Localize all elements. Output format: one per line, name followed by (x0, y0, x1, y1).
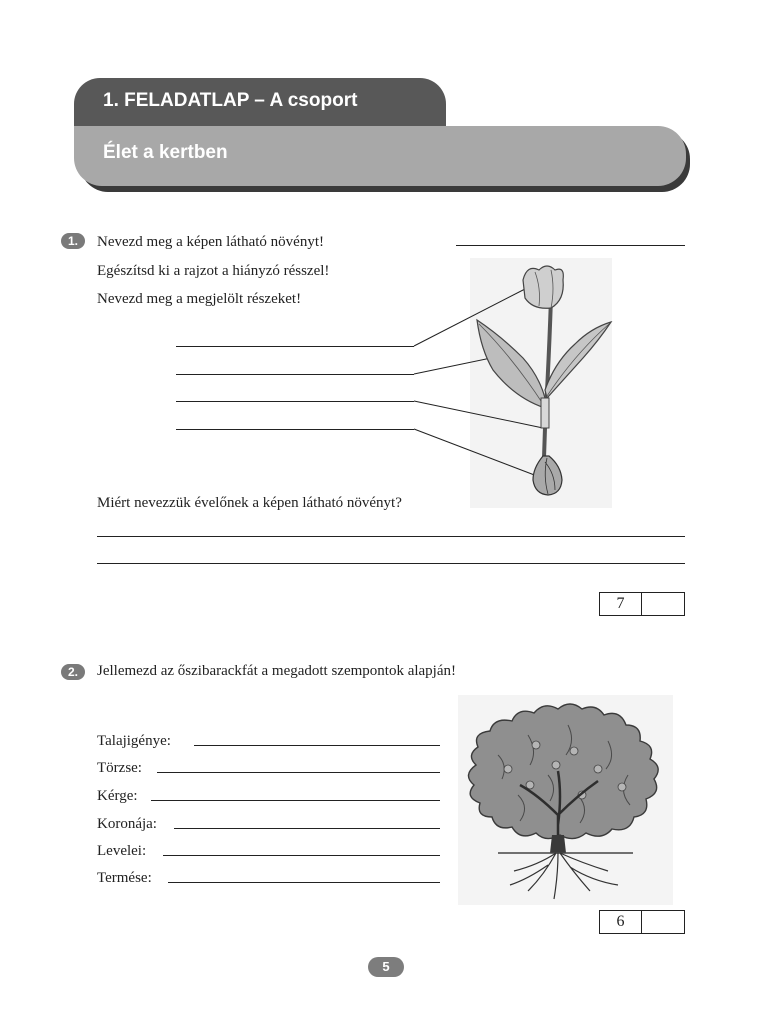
task-number-badge-1: 1. (61, 233, 85, 249)
task1-instruction-1: Nevezd meg a képen látható növényt! (97, 234, 324, 250)
field-answer-line-leaves[interactable] (163, 855, 440, 856)
task1-instruction-3: Nevezd meg a megjelölt részeket! (97, 291, 302, 307)
part-label-line-3[interactable] (176, 401, 414, 402)
task1-max-points: 7 (600, 593, 642, 615)
field-answer-line-bark[interactable] (151, 800, 440, 801)
field-label-bark: Kérge: (97, 788, 138, 804)
task2-instruction: Jellemezd az őszibarackfát a megadott szempontok alapján! (97, 663, 457, 679)
tulip-plant-image (405, 258, 615, 508)
field-label-crown: Koronája: (97, 816, 157, 832)
part-label-line-4[interactable] (176, 429, 414, 430)
task1-earned-points-field[interactable] (642, 593, 684, 615)
task1-score-box (599, 592, 685, 616)
task2-max-points: 6 (600, 911, 642, 933)
part-label-line-2[interactable] (176, 374, 414, 375)
worksheet-subtitle: Élet a kertben (103, 142, 228, 163)
task2-earned-points-field[interactable] (642, 911, 684, 933)
worksheet-title: 1. FELADATLAP – A csoport (103, 90, 358, 111)
field-answer-line-trunk[interactable] (157, 772, 440, 773)
field-label-soil: Talajigénye: (97, 733, 171, 749)
part-label-line-1[interactable] (176, 346, 414, 347)
field-answer-line-soil[interactable] (194, 745, 440, 746)
page-number: 5 (368, 957, 404, 977)
perennial-answer-line-1[interactable] (97, 536, 685, 537)
perennial-answer-line-2[interactable] (97, 563, 685, 564)
field-answer-line-fruit[interactable] (168, 882, 440, 883)
peach-tree-image (458, 695, 673, 905)
perennial-question: Miért nevezzük évelőnek a képen látható növényt? (97, 495, 402, 511)
task-number-badge-2: 2. (61, 664, 85, 680)
task1-instruction-2: Egészítsd ki a rajzot a hiányzó résszel! (97, 263, 330, 279)
field-label-trunk: Törzse: (97, 760, 142, 776)
field-label-fruit: Termése: (97, 870, 152, 886)
field-answer-line-crown[interactable] (174, 828, 440, 829)
field-label-leaves: Levelei: (97, 843, 147, 859)
task2-score-box (599, 910, 685, 934)
plant-name-answer-line[interactable] (456, 245, 685, 246)
